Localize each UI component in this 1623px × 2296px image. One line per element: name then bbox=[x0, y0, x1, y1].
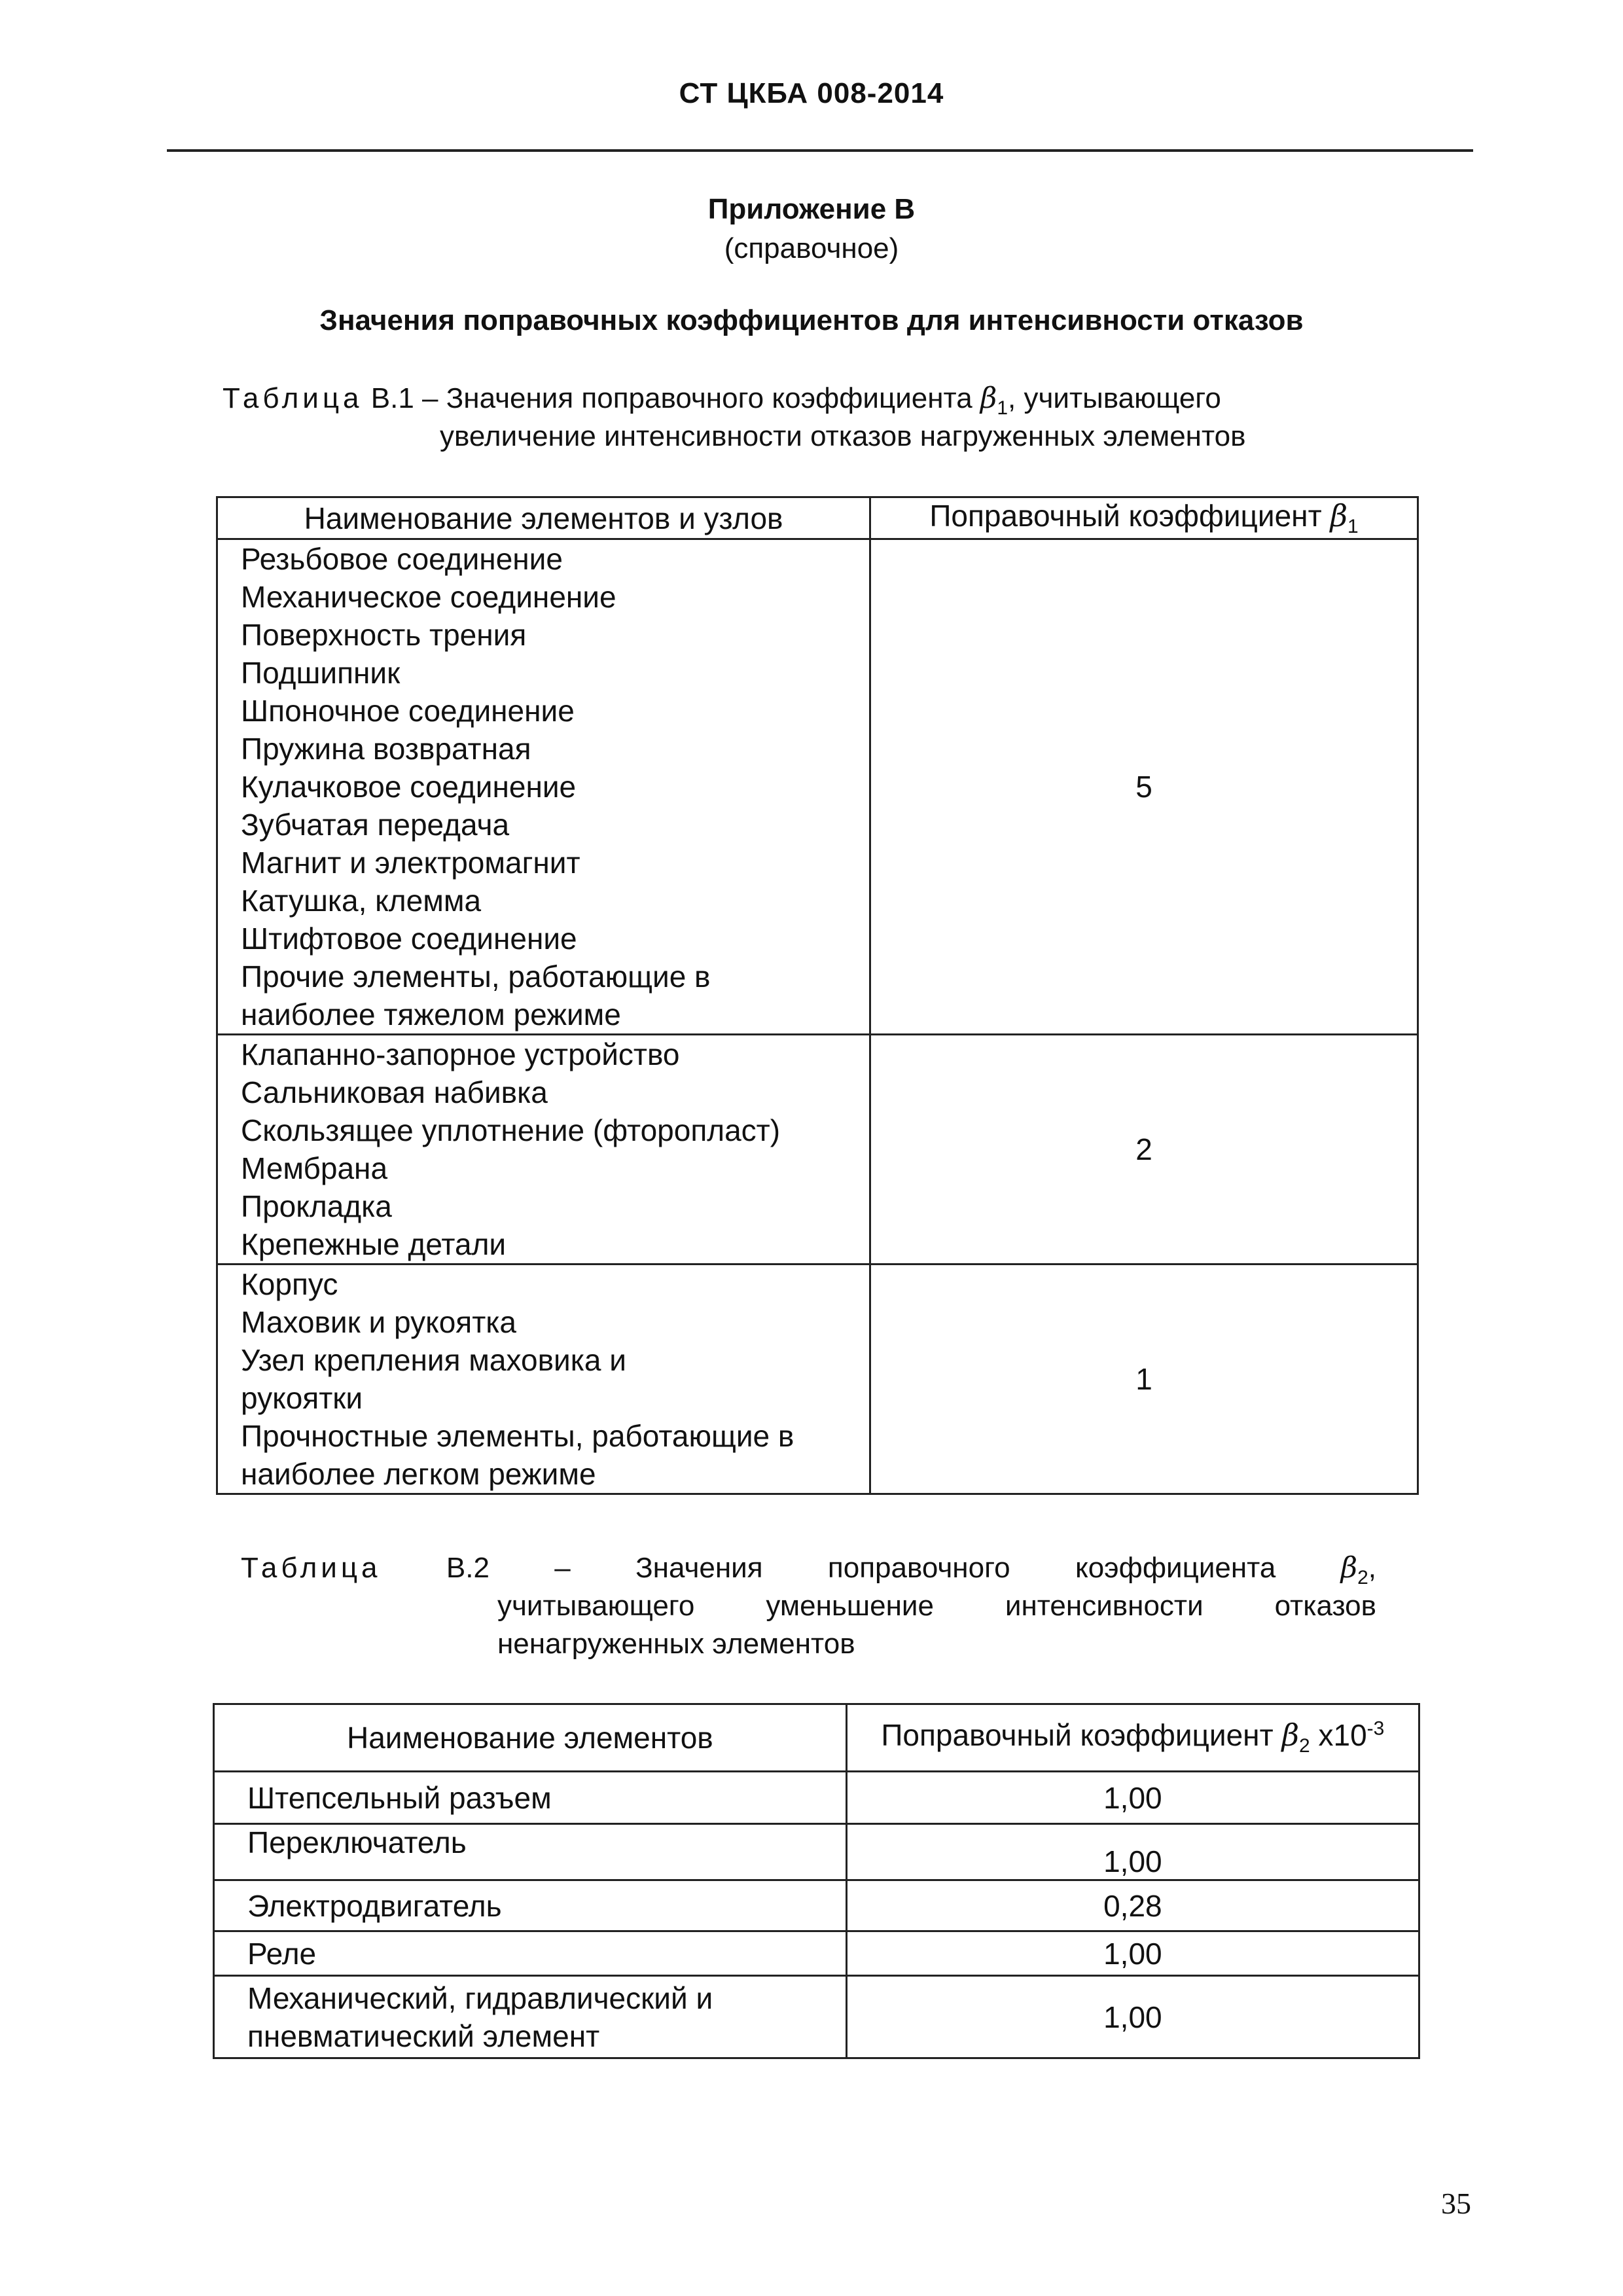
table2-header-coef-text: Поправочный коэффициент bbox=[881, 1718, 1274, 1753]
list-item: Резьбовое соединение bbox=[241, 542, 563, 577]
table1-caption-word: Таблица bbox=[223, 382, 363, 414]
table-row bbox=[214, 1772, 1419, 1824]
table2-caption-dash: – bbox=[554, 1552, 571, 1584]
list-item: Подшипник bbox=[241, 656, 401, 691]
table2-row-value: 1,00 bbox=[846, 1931, 1419, 1976]
table1-group1-names bbox=[217, 539, 870, 1035]
table1-group3-names bbox=[217, 1265, 870, 1494]
list-item: наиболее легком режиме bbox=[241, 1457, 596, 1492]
table1 bbox=[216, 496, 1419, 1495]
table2-caption-number: В.2 bbox=[446, 1552, 490, 1584]
list-item: Клапанно-запорное устройство bbox=[241, 1037, 680, 1072]
list-item: Штифтовое соединение bbox=[241, 922, 577, 956]
list-item: Зубчатая передача bbox=[241, 808, 510, 842]
table2-caption-word: Таблица bbox=[241, 1552, 382, 1584]
table2-caption-l2w2: уменьшение bbox=[766, 1590, 934, 1622]
header-divider bbox=[167, 149, 1473, 152]
table-row bbox=[214, 1931, 1419, 1976]
table1-header-coef-text: Поправочный коэффициент bbox=[929, 499, 1322, 533]
list-item: Сальниковая набивка bbox=[241, 1075, 548, 1110]
table1-group2-value: 2 bbox=[870, 1035, 1418, 1265]
list-item: Прокладка bbox=[241, 1189, 392, 1224]
table2-row-name-line1: Механический, гидравлический и bbox=[247, 1981, 713, 2015]
table-row bbox=[214, 1880, 1419, 1931]
table2-row-value: 1,00 bbox=[846, 1824, 1419, 1880]
table1-group3-value: 1 bbox=[870, 1265, 1418, 1494]
table2-row-value: 1,00 bbox=[846, 1976, 1419, 2058]
table1-header-coef bbox=[870, 497, 1418, 539]
table2-row-name: Переключатель bbox=[214, 1824, 847, 1880]
table2-row-name: Реле bbox=[214, 1931, 847, 1976]
table1-header-beta: β bbox=[1330, 498, 1348, 533]
list-item: рукоятки bbox=[241, 1381, 363, 1416]
table1-group2-names bbox=[217, 1035, 870, 1265]
list-item: Механическое соединение bbox=[241, 580, 616, 615]
list-item: Корпус bbox=[241, 1267, 338, 1302]
list-item: Мембрана bbox=[241, 1151, 388, 1186]
table2-header-exp: -3 bbox=[1366, 1718, 1385, 1740]
table2-caption-line2 bbox=[497, 1587, 1376, 1625]
table2-caption-w1: Значения bbox=[635, 1552, 763, 1584]
table-row bbox=[214, 1824, 1419, 1880]
list-item: Узел крепления маховика и bbox=[241, 1343, 626, 1378]
table1-caption-tail: , учитывающего bbox=[1008, 382, 1221, 414]
table2-caption-l2w1: учитывающего bbox=[497, 1590, 695, 1622]
table2-caption-beta: β bbox=[1340, 1551, 1358, 1585]
page-number: 35 bbox=[1441, 2187, 1471, 2220]
table2-header-row bbox=[214, 1704, 1419, 1772]
table2-row-name bbox=[214, 1976, 847, 2058]
list-item: Маховик и рукоятка bbox=[241, 1305, 516, 1340]
table1-caption-beta: β bbox=[980, 382, 997, 415]
list-item: Поверхность трения bbox=[241, 618, 527, 653]
table1-group1-value: 5 bbox=[870, 539, 1418, 1035]
table2-caption-l2w4: отказов bbox=[1274, 1590, 1376, 1622]
list-item: наиболее тяжелом режиме bbox=[241, 997, 621, 1032]
list-item: Прочие элементы, работающие в bbox=[241, 960, 711, 994]
table-row bbox=[217, 1035, 1418, 1265]
appendix-subtitle: (справочное) bbox=[724, 232, 899, 264]
table2-row-name-line2: пневматический элемент bbox=[247, 2018, 600, 2053]
list-item: Пружина возвратная bbox=[241, 732, 531, 766]
list-item: Катушка, клемма bbox=[241, 884, 482, 918]
table1-caption-beta-sub: 1 bbox=[997, 397, 1008, 419]
table2-row-name: Штепсельный разъем bbox=[214, 1772, 847, 1824]
appendix-title: Приложение В bbox=[707, 193, 916, 225]
table1-caption-line2: увеличение интенсивности отказов нагруженных элементов bbox=[440, 420, 1246, 452]
table2-caption-w3: коэффициента bbox=[1075, 1552, 1276, 1584]
table2-header-coef bbox=[846, 1704, 1419, 1772]
section-title: Значения поправочных коэффициентов для интенсивности отказов bbox=[319, 304, 1304, 336]
table1-header-name: Наименование элементов и узлов bbox=[217, 497, 870, 539]
list-item: Кулачковое соединение bbox=[241, 770, 577, 804]
table2-caption-line3: ненагруженных элементов bbox=[497, 1628, 855, 1660]
table2-row-value: 0,28 bbox=[846, 1880, 1419, 1931]
document-code-header: СТ ЦКБА 008-2014 bbox=[679, 77, 944, 109]
table2-header-mult: х10 bbox=[1310, 1718, 1367, 1753]
table2-header-name: Наименование элементов bbox=[214, 1704, 847, 1772]
list-item: Шпоночное соединение bbox=[241, 694, 575, 728]
table1-header-row bbox=[217, 497, 1418, 539]
list-item: Магнит и электромагнит bbox=[241, 846, 580, 880]
table2-row-name: Электродвигатель bbox=[214, 1880, 847, 1931]
table-row bbox=[214, 1976, 1419, 2058]
table2-caption-beta-sub: 2 bbox=[1357, 1566, 1368, 1588]
list-item: Крепежные детали bbox=[241, 1227, 507, 1262]
table-row bbox=[217, 1265, 1418, 1494]
table2-header-beta: β bbox=[1281, 1717, 1300, 1753]
table2-caption-comma: , bbox=[1368, 1552, 1376, 1584]
table2 bbox=[213, 1703, 1420, 2059]
table1-caption-text: В.1 – Значения поправочного коэффициента bbox=[370, 382, 972, 414]
list-item: Прочностные элементы, работающие в bbox=[241, 1419, 794, 1454]
table-row bbox=[217, 539, 1418, 1035]
table2-caption-w2: поправочного bbox=[827, 1552, 1010, 1584]
table2-caption-l2w3: интенсивности bbox=[1005, 1590, 1204, 1622]
table2-row-value: 1,00 bbox=[846, 1772, 1419, 1824]
table1-header-beta-sub: 1 bbox=[1347, 516, 1359, 538]
list-item: Скользящее уплотнение (фторопласт) bbox=[241, 1113, 781, 1148]
table2-header-beta-sub: 2 bbox=[1299, 1735, 1310, 1757]
